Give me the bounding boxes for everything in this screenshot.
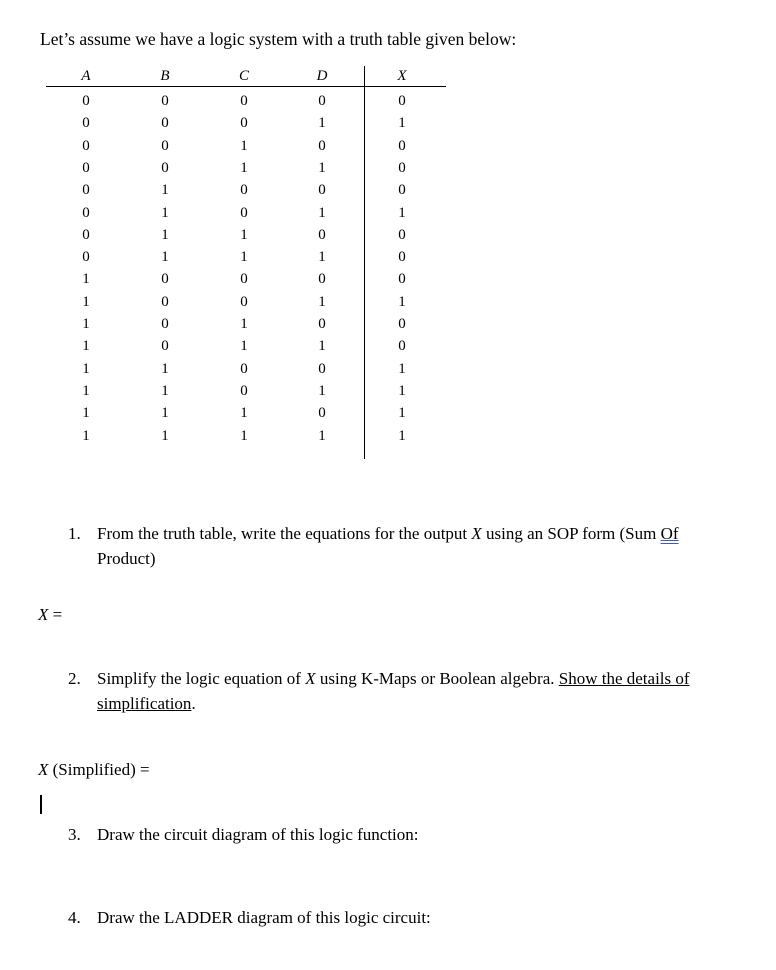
table-cell-col-x: 0 bbox=[398, 338, 406, 355]
table-cell-col-c: 0 bbox=[240, 115, 248, 132]
table-cell-col-b: 1 bbox=[161, 427, 169, 444]
truth-table bbox=[46, 64, 446, 459]
table-cell-col-a: 0 bbox=[82, 93, 90, 109]
table-cell-col-a: 1 bbox=[82, 360, 90, 377]
table-cell-col-x: 1 bbox=[398, 293, 406, 310]
table-cell-col-b: 1 bbox=[161, 226, 169, 243]
table-cell-col-a: 1 bbox=[82, 427, 90, 444]
table-cell-col-b: 0 bbox=[161, 159, 169, 176]
table-header-col-b: B bbox=[160, 68, 170, 84]
table-cell-col-x: 1 bbox=[398, 115, 406, 132]
table-cell-col-d: 1 bbox=[318, 427, 326, 444]
table-cell-col-d: 1 bbox=[318, 204, 326, 221]
table-cell-col-a: 0 bbox=[82, 115, 90, 132]
table-cell-col-c: 0 bbox=[240, 182, 248, 199]
table-cell-col-a: 0 bbox=[82, 226, 90, 243]
table-cell-col-c: 1 bbox=[240, 137, 248, 154]
table-cell-col-b: 0 bbox=[161, 293, 169, 310]
table-cell-col-d: 1 bbox=[318, 293, 326, 310]
table-cell-col-b: 1 bbox=[161, 182, 169, 199]
spellcheck-word: Of bbox=[660, 524, 679, 543]
table-header-col-x: X bbox=[397, 68, 407, 84]
table-cell-col-d: 1 bbox=[318, 382, 326, 399]
text-cursor[interactable] bbox=[40, 795, 42, 814]
table-cell-col-c: 0 bbox=[240, 204, 248, 221]
table-cell-col-d: 0 bbox=[318, 182, 326, 199]
table-cell-col-b: 0 bbox=[161, 137, 169, 154]
table-cell-col-c: 1 bbox=[240, 316, 248, 332]
table-cell-col-a: 1 bbox=[82, 271, 90, 288]
table-cell-col-d: 0 bbox=[318, 137, 326, 154]
table-cell-col-c: 1 bbox=[240, 405, 248, 422]
question-2 bbox=[68, 666, 758, 716]
table-cell-col-d: 1 bbox=[318, 249, 326, 266]
table-cell-col-x: 1 bbox=[398, 427, 406, 444]
table-cell-col-a: 1 bbox=[82, 293, 90, 310]
table-cell-col-d: 1 bbox=[318, 159, 326, 176]
table-cell-col-d: 0 bbox=[318, 405, 326, 422]
table-cell-col-b: 0 bbox=[161, 115, 169, 132]
table-cell-col-a: 0 bbox=[82, 159, 90, 176]
question-text: Draw the LADDER diagram of this logic circuit: bbox=[97, 908, 431, 927]
table-cell-col-x: 0 bbox=[398, 93, 406, 109]
table-cell-col-d: 1 bbox=[318, 338, 326, 355]
table-cell-col-a: 0 bbox=[82, 249, 90, 266]
table-cell-col-c: 0 bbox=[240, 293, 248, 310]
table-output-divider bbox=[364, 66, 365, 459]
table-cell-col-x: 0 bbox=[398, 271, 406, 288]
table-header-rule bbox=[46, 86, 446, 87]
table-header-col-a: A bbox=[81, 68, 91, 84]
table-cell-col-b: 1 bbox=[161, 405, 169, 422]
table-cell-col-x: 0 bbox=[398, 316, 406, 332]
table-cell-col-d: 0 bbox=[318, 93, 326, 109]
table-cell-col-a: 1 bbox=[82, 382, 90, 399]
x-answer-label: X = bbox=[38, 605, 63, 624]
question-number: 1. bbox=[68, 524, 81, 543]
table-cell-col-b: 0 bbox=[161, 271, 169, 288]
table-cell-col-c: 1 bbox=[240, 338, 248, 355]
question-number: 2. bbox=[68, 669, 81, 688]
table-cell-col-c: 0 bbox=[240, 93, 248, 109]
table-cell-col-c: 1 bbox=[240, 249, 248, 266]
table-cell-col-b: 1 bbox=[161, 360, 169, 377]
table-cell-col-c: 0 bbox=[240, 382, 248, 399]
table-cell-col-x: 0 bbox=[398, 137, 406, 154]
table-cell-col-b: 1 bbox=[161, 382, 169, 399]
table-cell-col-b: 0 bbox=[161, 316, 169, 332]
table-cell-col-c: 1 bbox=[240, 159, 248, 176]
question-number: 3. bbox=[68, 825, 81, 844]
table-cell-col-b: 1 bbox=[161, 249, 169, 266]
table-cell-col-x: 0 bbox=[398, 249, 406, 266]
table-header-col-c: C bbox=[238, 68, 249, 84]
table-cell-col-x: 1 bbox=[398, 382, 406, 399]
question-3 bbox=[68, 822, 758, 847]
table-cell-col-a: 0 bbox=[82, 137, 90, 154]
x-simplified-label: X (Simplified) = bbox=[38, 760, 150, 779]
table-cell-col-x: 0 bbox=[398, 226, 406, 243]
table-cell-col-b: 1 bbox=[161, 204, 169, 221]
table-cell-col-c: 0 bbox=[240, 271, 248, 288]
question-text: Simplify the logic equation of X using K-Maps or Boolean algebra. Show the details of simplification. bbox=[97, 669, 690, 713]
table-cell-col-d: 0 bbox=[318, 316, 326, 332]
table-cell-col-x: 0 bbox=[398, 182, 406, 199]
table-cell-col-a: 1 bbox=[82, 316, 90, 332]
table-cell-col-a: 1 bbox=[82, 338, 90, 355]
table-cell-col-d: 1 bbox=[318, 115, 326, 132]
table-cell-col-a: 1 bbox=[82, 405, 90, 422]
question-text: From the truth table, write the equations for the output X using an SOP form (Sum Of Product) bbox=[97, 524, 679, 568]
table-cell-col-a: 0 bbox=[82, 182, 90, 199]
table-cell-col-a: 0 bbox=[82, 204, 90, 221]
table-cell-col-x: 0 bbox=[398, 159, 406, 176]
table-cell-col-x: 1 bbox=[398, 204, 406, 221]
question-4 bbox=[68, 905, 758, 930]
table-cell-col-b: 0 bbox=[161, 93, 169, 109]
question-text: Draw the circuit diagram of this logic function: bbox=[97, 825, 419, 844]
intro-text: Let’s assume we have a logic system with a truth table given below: bbox=[40, 29, 517, 49]
question-1 bbox=[68, 521, 758, 571]
table-header-col-d: D bbox=[316, 68, 328, 84]
table-cell-col-c: 0 bbox=[240, 360, 248, 377]
table-cell-col-x: 1 bbox=[398, 405, 406, 422]
table-cell-col-b: 0 bbox=[161, 338, 169, 355]
table-cell-col-d: 0 bbox=[318, 226, 326, 243]
table-cell-col-d: 0 bbox=[318, 360, 326, 377]
table-cell-col-x: 1 bbox=[398, 360, 406, 377]
table-cell-col-c: 1 bbox=[240, 427, 248, 444]
table-cell-col-c: 1 bbox=[240, 226, 248, 243]
question-number: 4. bbox=[68, 908, 81, 927]
table-cell-col-d: 0 bbox=[318, 271, 326, 288]
underlined-instruction: Show the details of simplification bbox=[97, 669, 690, 713]
